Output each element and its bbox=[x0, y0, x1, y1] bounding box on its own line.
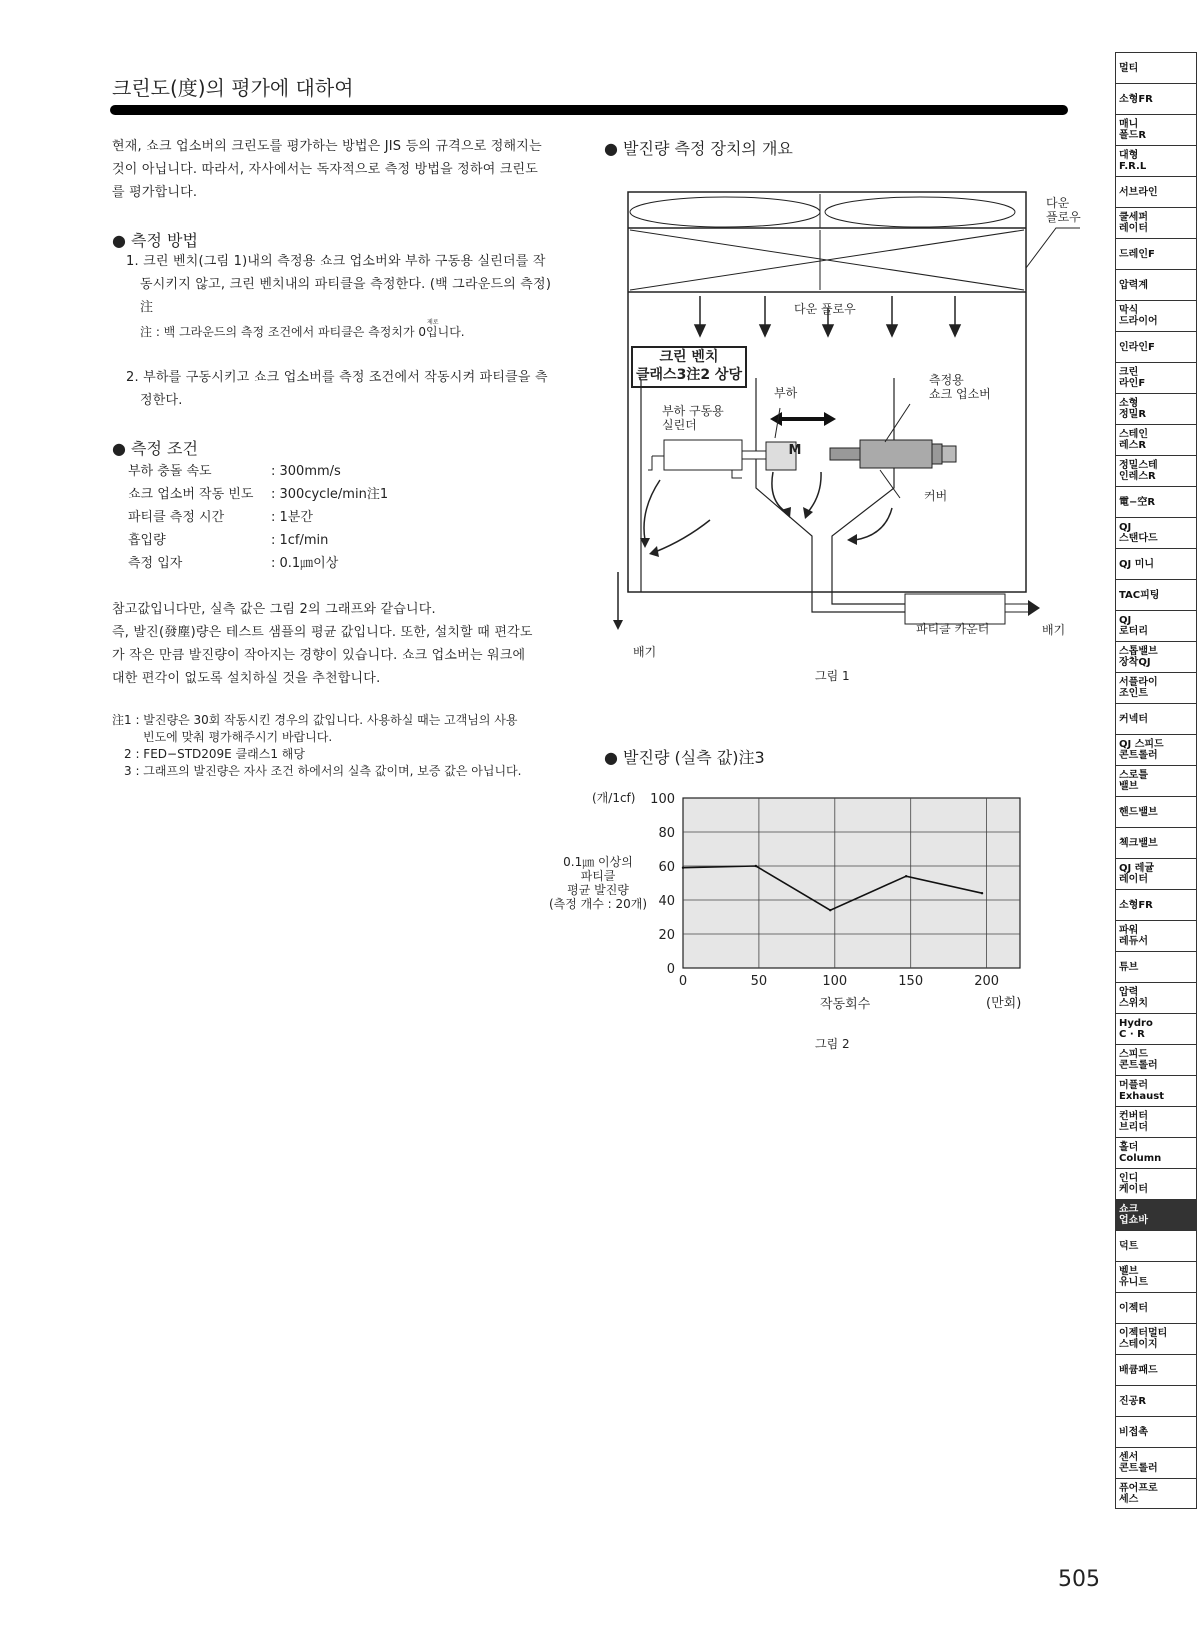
sidebar-tab[interactable]: 퓨어프로 세스 bbox=[1115, 1478, 1197, 1509]
sidebar-tab[interactable]: 스로틀 밸브 bbox=[1115, 765, 1197, 796]
title-rule bbox=[110, 105, 1068, 115]
sidebar-tab[interactable]: 인디 케이터 bbox=[1115, 1168, 1197, 1199]
sidebar-tab[interactable]: 대형 F.R.L bbox=[1115, 145, 1197, 176]
page-title: 크린도(度)의 평가에 대하여 bbox=[112, 76, 354, 100]
sidebar-tab[interactable]: TAC피팅 bbox=[1115, 579, 1197, 610]
sidebar-tab[interactable]: 소형FR bbox=[1115, 83, 1197, 114]
particle-counter-box bbox=[905, 594, 1005, 624]
sidebar-tab[interactable]: 서플라이 조인트 bbox=[1115, 672, 1197, 703]
sidebar-tab[interactable]: 매니 폴드R bbox=[1115, 114, 1197, 145]
downflow-center-label: 다운 플로우 bbox=[794, 302, 856, 316]
sidebar-tab[interactable]: QJ 로터리 bbox=[1115, 610, 1197, 641]
y-tick-label: 100 bbox=[650, 792, 675, 807]
y-tick-label: 40 bbox=[658, 894, 675, 909]
sidebar-tab[interactable]: 튜브 bbox=[1115, 951, 1197, 982]
sidebar-tab[interactable]: 핸드밸브 bbox=[1115, 796, 1197, 827]
sidebar-tab[interactable]: 커넥터 bbox=[1115, 703, 1197, 734]
load-cylinder bbox=[648, 440, 766, 478]
x-unit-label: (만회) bbox=[986, 996, 1022, 1011]
sidebar-tab[interactable]: 서브라인 bbox=[1115, 176, 1197, 207]
reference-text: 참고값입니다만, 실측 값은 그림 2의 그래프와 같습니다. bbox=[112, 602, 436, 617]
condition-row: 부하 충돌 속도 : 300mm/s bbox=[128, 464, 341, 479]
note-3: 3 : 그래프의 발진량은 자사 조건 하에서의 실측 값이며, 보증 값은 아닙니다. bbox=[124, 764, 522, 778]
x-tick-label: 200 bbox=[974, 974, 1000, 989]
sidebar-tab[interactable]: 압력 스위치 bbox=[1115, 982, 1197, 1013]
fig1-caption: 그림 1 bbox=[815, 669, 850, 683]
sidebar-tab[interactable]: 막식 드라이어 bbox=[1115, 300, 1197, 331]
sidebar-tabs bbox=[1115, 52, 1197, 1509]
fig2-caption: 그림 2 bbox=[815, 1037, 850, 1051]
cylinder-label: 부하 구동용 실린더 bbox=[662, 404, 724, 432]
sidebar-tab[interactable]: 스톱밸브 장착QJ bbox=[1115, 641, 1197, 672]
x-tick-label: 50 bbox=[750, 974, 768, 989]
sidebar-tab[interactable]: 크린 라인F bbox=[1115, 362, 1197, 393]
page-number: 505 bbox=[1058, 1567, 1100, 1592]
method-item-1-note-ruby: 제로 bbox=[427, 319, 439, 326]
y-tick-label: 20 bbox=[658, 928, 675, 943]
sidebar-tab[interactable]: 홀더 Column bbox=[1115, 1137, 1197, 1168]
data-point bbox=[829, 909, 831, 911]
reference-text-2: 즉, 발진(發塵)량은 테스트 샘플의 평균 값입니다. 또한, 설치할 때 편각도가 작은 만큼 발진량이 작아지는 경향이 있습니다. 쇼크 업소버는 워크에 대한 편각이 없도록 설치하실 것을 추천합니다. bbox=[112, 625, 533, 686]
downflow-side-label: 다운 플로우 bbox=[1046, 196, 1081, 224]
shock-absorber-label: 측정용 쇼크 업소버 bbox=[929, 373, 991, 401]
x-tick-label: 0 bbox=[678, 974, 688, 989]
bench-label: 크린 벤치 클래스3注2 상당 bbox=[636, 349, 742, 383]
sidebar-tab[interactable]: 비접촉 bbox=[1115, 1416, 1197, 1447]
y-tick-label: 80 bbox=[658, 826, 675, 841]
sidebar-tab[interactable]: 컨버터 브리더 bbox=[1115, 1106, 1197, 1137]
condition-row: 흡입량 : 1cf/min bbox=[128, 533, 329, 548]
sidebar-tab[interactable]: QJ 스탠다드 bbox=[1115, 517, 1197, 548]
sidebar-tab[interactable]: 스테인 레스R bbox=[1115, 424, 1197, 455]
y-tick-label: 60 bbox=[658, 860, 675, 875]
sidebar-tab[interactable]: 쿨세퍼 레이터 bbox=[1115, 207, 1197, 238]
sidebar-tab[interactable]: 센서 콘트롤러 bbox=[1115, 1447, 1197, 1478]
data-point bbox=[682, 867, 684, 869]
x-axis-label: 작동회수 bbox=[820, 997, 871, 1012]
y-unit-label: (개/1cf) bbox=[592, 791, 636, 805]
data-point bbox=[755, 865, 757, 867]
sidebar-tab[interactable]: 정밀스테 인레스R bbox=[1115, 455, 1197, 486]
sidebar-tab[interactable]: 이젝터 bbox=[1115, 1292, 1197, 1323]
data-point bbox=[905, 875, 907, 877]
y-axis-label: 0.1㎛ 이상의 파티클 평균 발진량 (측정 개수 : 20개) bbox=[548, 855, 648, 911]
sidebar-tab[interactable]: QJ 레귤 레이터 bbox=[1115, 858, 1197, 889]
condition-row: 측정 입자 : 0.1㎛이상 bbox=[128, 556, 339, 571]
sidebar-tab[interactable]: 덕트 bbox=[1115, 1230, 1197, 1261]
exhaust-right-label: 배기 bbox=[1042, 623, 1066, 637]
load-label: 부하 bbox=[774, 386, 798, 400]
sidebar-tab[interactable]: 인라인F bbox=[1115, 331, 1197, 362]
sidebar-tab[interactable]: 진공R bbox=[1115, 1385, 1197, 1416]
intro-paragraph: 현재, 쇼크 업소버의 크린도를 평가하는 방법은 JIS 등의 규격으로 정해지는 것이 아닙니다. 따라서, 자사에서는 독자적으로 측정 방법을 정하여 크린도를 평가합니다. bbox=[112, 139, 542, 200]
y-tick-label: 0 bbox=[666, 962, 675, 977]
method-item-1-note: 注 : 백 그라운드의 측정 조건에서 파티클은 측정치가 0입니다. bbox=[140, 325, 465, 339]
fig1-diagram bbox=[560, 180, 1080, 680]
method-item-1: 1. 크린 벤치(그림 1)내의 측정용 쇼크 업소버와 부하 구동용 실린더를 작동시키지 않고, 크린 벤치내의 파티클을 측정한다. (백 그라운드의 측정)注 bbox=[126, 254, 552, 315]
plot-area bbox=[683, 798, 1020, 968]
motor-label: M bbox=[788, 443, 802, 458]
sidebar-tab[interactable]: 압력계 bbox=[1115, 269, 1197, 300]
counter-label: 파티클 카운터 bbox=[916, 622, 990, 636]
x-tick-label: 100 bbox=[822, 974, 848, 989]
fan-left bbox=[630, 197, 820, 227]
sidebar-tab[interactable]: 머플러 Exhaust bbox=[1115, 1075, 1197, 1106]
sidebar-tab[interactable]: 소형FR bbox=[1115, 889, 1197, 920]
sidebar-tab[interactable]: 스피드 콘트롤러 bbox=[1115, 1044, 1197, 1075]
note-2: 2 : FED−STD209E 클래스1 해당 bbox=[124, 747, 305, 761]
note-1b: 빈도에 맞춰 평가해주시기 바랍니다. bbox=[143, 730, 333, 744]
shock-absorber bbox=[830, 440, 956, 468]
sidebar-tab[interactable]: 배큠패드 bbox=[1115, 1354, 1197, 1385]
method-item-2: 2. 부하를 구동시키고 쇼크 업소버를 측정 조건에서 작동시켜 파티클을 측정한다. bbox=[126, 370, 548, 408]
sidebar-tab[interactable]: 벨브 유니트 bbox=[1115, 1261, 1197, 1292]
sidebar-tab[interactable]: 소형 정밀R bbox=[1115, 393, 1197, 424]
sidebar-tab[interactable]: 이젝터멀티 스테이지 bbox=[1115, 1323, 1197, 1354]
data-point bbox=[981, 892, 983, 894]
sidebar-tab[interactable]: 멀티 bbox=[1115, 52, 1197, 83]
cover-label: 커버 bbox=[924, 489, 948, 503]
method-heading: ● 측정 방법 bbox=[112, 231, 198, 250]
sidebar-tab[interactable]: QJ 미니 bbox=[1115, 548, 1197, 579]
fig2-heading: ● 발진량 (실측 값)注3 bbox=[604, 748, 765, 767]
sidebar-tab[interactable]: 드레인F bbox=[1115, 238, 1197, 269]
load-motion-arrow bbox=[770, 412, 836, 426]
x-tick-label: 150 bbox=[898, 974, 924, 989]
condition-row: 쇼크 업소버 작동 빈도 : 300cycle/min注1 bbox=[128, 487, 389, 502]
sidebar-tab[interactable]: QJ 스피드 콘트롤러 bbox=[1115, 734, 1197, 765]
exhaust-left-label: 배기 bbox=[633, 645, 657, 659]
sidebar-tab[interactable]: 電−空R bbox=[1115, 486, 1197, 517]
conditions-table bbox=[128, 460, 388, 575]
condition-row: 파티클 측정 시간 : 1분간 bbox=[128, 510, 313, 525]
sidebar-tab[interactable]: Hydro C · R bbox=[1115, 1013, 1197, 1044]
fig1-heading: ● 발진량 측정 장치의 개요 bbox=[604, 139, 793, 158]
sidebar-tab[interactable]: 첵크밸브 bbox=[1115, 827, 1197, 858]
conditions-heading: ● 측정 조건 bbox=[112, 439, 198, 458]
sidebar-tab[interactable]: 파워 레듀서 bbox=[1115, 920, 1197, 951]
particle-flow-arrows bbox=[618, 472, 892, 625]
particle-chart bbox=[640, 790, 1040, 1020]
note-1a: 注1 : 발진량은 30회 작동시킨 경우의 값입니다. 사용하실 때는 고객님의 사용 bbox=[112, 713, 518, 727]
fan-right bbox=[825, 197, 1015, 227]
sidebar-tab[interactable]: 쇼크 업쇼바 bbox=[1115, 1199, 1197, 1230]
